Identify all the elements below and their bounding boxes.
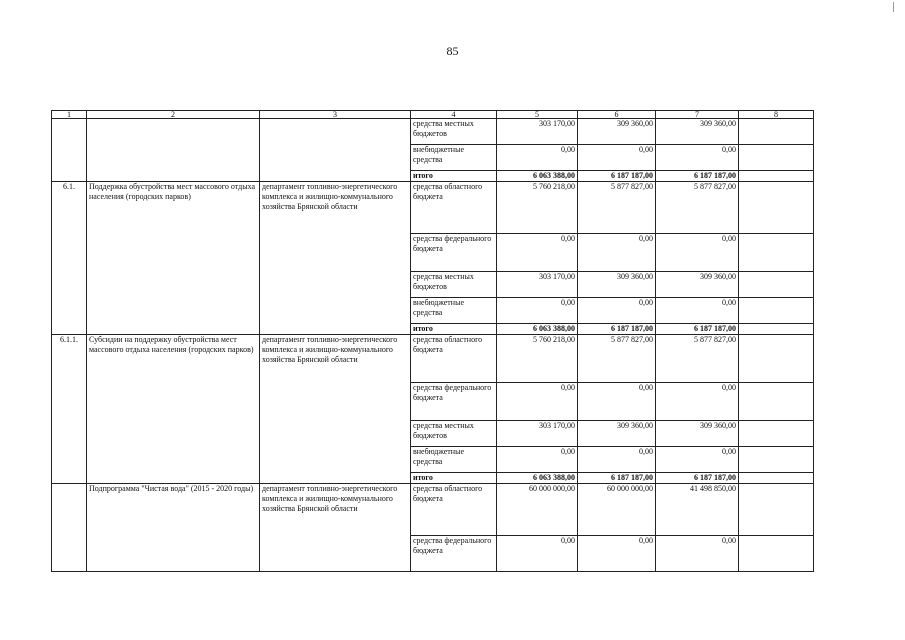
amount-cell: 6 063 388,00	[497, 324, 578, 335]
table-row	[52, 484, 814, 536]
amount-cell: 0,00	[656, 447, 739, 473]
amount-cell: 0,00	[497, 298, 578, 324]
source-cell: итого	[411, 171, 497, 182]
amount-cell: 303 170,00	[497, 421, 578, 447]
source-cell: средства федерального бюджета	[411, 536, 497, 572]
amount-cell: 5 760 218,00	[497, 182, 578, 234]
empty-cell	[739, 119, 814, 145]
col-header: 7	[656, 111, 739, 119]
amount-cell: 0,00	[656, 234, 739, 272]
amount-cell: 5 877 827,00	[656, 182, 739, 234]
measure-name-cell	[87, 119, 260, 182]
table-row	[52, 182, 814, 234]
amount-cell: 303 170,00	[497, 272, 578, 298]
source-cell: средства федерального бюджета	[411, 383, 497, 421]
executor-cell: департамент топливно-энергетического комплекса и жилищно-коммунального хозяйства Брянской области	[260, 182, 411, 335]
executor-cell: департамент топливно-энергетического комплекса и жилищно-коммунального хозяйства Брянской области	[260, 335, 411, 484]
table-row	[52, 335, 814, 383]
empty-cell	[739, 383, 814, 421]
amount-cell: 309 360,00	[656, 421, 739, 447]
amount-cell: 6 187 187,00	[578, 171, 656, 182]
amount-cell: 0,00	[578, 447, 656, 473]
amount-cell: 0,00	[497, 536, 578, 572]
row-number-cell	[52, 484, 87, 572]
source-cell: средства местных бюджетов	[411, 119, 497, 145]
empty-cell	[739, 335, 814, 383]
empty-cell	[739, 484, 814, 536]
empty-cell	[739, 145, 814, 171]
amount-cell: 6 187 187,00	[578, 324, 656, 335]
measure-name-cell: Поддержка обустройства мест массового отдыха населения (городских парков)	[87, 182, 260, 335]
amount-cell: 0,00	[578, 234, 656, 272]
amount-cell: 309 360,00	[578, 119, 656, 145]
empty-cell	[739, 473, 814, 484]
empty-cell	[739, 234, 814, 272]
amount-cell: 0,00	[497, 383, 578, 421]
col-header: 2	[87, 111, 260, 119]
page-number: 85	[446, 44, 459, 58]
amount-cell: 60 000 000,00	[578, 484, 656, 536]
empty-cell	[739, 182, 814, 234]
table-row	[52, 119, 814, 145]
col-header: 3	[260, 111, 411, 119]
amount-cell: 309 360,00	[656, 119, 739, 145]
amount-cell: 0,00	[497, 447, 578, 473]
row-number-cell: 6.1.1.	[52, 335, 87, 484]
col-header: 1	[52, 111, 87, 119]
amount-cell: 0,00	[656, 298, 739, 324]
amount-cell: 60 000 000,00	[497, 484, 578, 536]
amount-cell: 0,00	[578, 383, 656, 421]
empty-cell	[739, 536, 814, 572]
amount-cell: 6 187 187,00	[578, 473, 656, 484]
measure-name-cell: Подпрограмма "Чистая вода" (2015 - 2020 годы)	[87, 484, 260, 572]
source-cell: внебюджетные средства	[411, 447, 497, 473]
empty-cell	[739, 447, 814, 473]
col-header: 4	[411, 111, 497, 119]
source-cell: внебюджетные средства	[411, 298, 497, 324]
amount-cell: 6 063 388,00	[497, 473, 578, 484]
amount-cell: 41 498 850,00	[656, 484, 739, 536]
source-cell: средства областного бюджета	[411, 335, 497, 383]
source-cell: средства местных бюджетов	[411, 421, 497, 447]
empty-cell	[739, 171, 814, 182]
amount-cell: 6 063 388,00	[497, 171, 578, 182]
executor-cell: департамент топливно-энергетического комплекса и жилищно-коммунального хозяйства Брянской области	[260, 484, 411, 572]
amount-cell: 5 760 218,00	[497, 335, 578, 383]
amount-cell: 5 877 827,00	[656, 335, 739, 383]
measure-name-cell: Субсидии на поддержку обустройства мест массового отдыха населения (городских парков)	[87, 335, 260, 484]
amount-cell: 0,00	[656, 536, 739, 572]
scan-edge-mark	[893, 2, 894, 12]
col-header: 5	[497, 111, 578, 119]
amount-cell: 309 360,00	[656, 272, 739, 298]
amount-cell: 0,00	[656, 145, 739, 171]
empty-cell	[739, 298, 814, 324]
source-cell: средства местных бюджетов	[411, 272, 497, 298]
amount-cell: 6 187 187,00	[656, 324, 739, 335]
amount-cell: 309 360,00	[578, 272, 656, 298]
amount-cell: 0,00	[578, 536, 656, 572]
source-cell: внебюджетные средства	[411, 145, 497, 171]
amount-cell: 0,00	[497, 145, 578, 171]
source-cell: средства областного бюджета	[411, 484, 497, 536]
amount-cell: 5 877 827,00	[578, 335, 656, 383]
col-header: 6	[578, 111, 656, 119]
empty-cell	[739, 421, 814, 447]
col-header: 8	[739, 111, 814, 119]
amount-cell: 6 187 187,00	[656, 171, 739, 182]
source-cell: итого	[411, 324, 497, 335]
row-number-cell	[52, 119, 87, 182]
executor-cell	[260, 119, 411, 182]
column-number-row	[52, 111, 814, 119]
amount-cell: 0,00	[497, 234, 578, 272]
amount-cell: 309 360,00	[578, 421, 656, 447]
source-cell: итого	[411, 473, 497, 484]
source-cell: средства федерального бюджета	[411, 234, 497, 272]
amount-cell: 0,00	[656, 383, 739, 421]
budget-table	[51, 110, 814, 572]
row-number-cell: 6.1.	[52, 182, 87, 335]
source-cell: средства областного бюджета	[411, 182, 497, 234]
amount-cell: 6 187 187,00	[656, 473, 739, 484]
empty-cell	[739, 272, 814, 298]
amount-cell: 0,00	[578, 298, 656, 324]
empty-cell	[739, 324, 814, 335]
amount-cell: 303 170,00	[497, 119, 578, 145]
amount-cell: 0,00	[578, 145, 656, 171]
amount-cell: 5 877 827,00	[578, 182, 656, 234]
